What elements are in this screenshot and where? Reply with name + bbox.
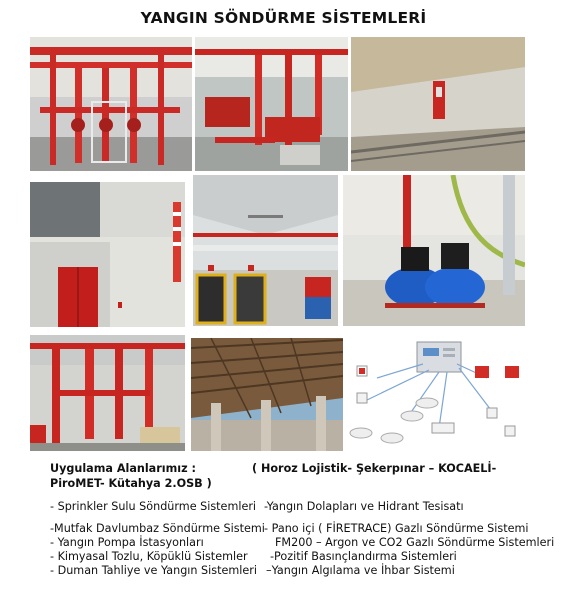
system-item-kitchen-hood: -Mutfak Davlumbaz Söndürme Sistemi xyxy=(50,522,265,535)
system-item-positive-pressure: -Pozitif Basınçlandırma Sistemleri xyxy=(270,550,457,563)
page-title: YANGIN SÖNDÜRME SİSTEMLERİ xyxy=(140,9,427,27)
photo-wall-fire-cabinet xyxy=(351,37,525,171)
system-item-sprinkler: - Sprinkler Sulu Söndürme Sistemleri xyxy=(50,500,257,513)
applications-label: Uygulama Alanlarımız : xyxy=(50,462,196,475)
photo-red-fire-door xyxy=(30,182,185,327)
photo-blue-compressors xyxy=(343,175,525,326)
system-item-fire-alarm: –Yangın Algılama ve İhbar Sistemi xyxy=(266,564,455,577)
applications-sites-line1: ( Horoz Lojistik- Şekerpınar – KOCAELİ- xyxy=(252,462,497,475)
system-item-fire-cabinets: -Yangın Dolapları ve Hidrant Tesisatı xyxy=(264,500,464,513)
system-item-pump-stations: - Yangın Pompa İstasyonları xyxy=(50,536,204,549)
system-item-chemical-powder: - Kimyasal Tozlu, Köpüklü Sistemler xyxy=(50,550,248,563)
photo-fire-alarm-diagram xyxy=(347,338,525,451)
applications-sites-line2: PiroMET- Kütahya 2.OSB ) xyxy=(50,477,212,490)
photo-pipe-risers xyxy=(30,335,185,451)
system-item-firetrace: - Pano içi ( FİRETRACE) Gazlı Söndürme Sistemi xyxy=(264,522,529,535)
system-item-smoke-exhaust: - Duman Tahliye ve Yangın Sistemleri xyxy=(50,564,257,577)
system-item-fm200-gas: FM200 – Argon ve CO2 Gazlı Söndürme Sistemleri xyxy=(275,536,555,549)
photo-warehouse-interior xyxy=(193,175,338,326)
photo-fire-pump-room xyxy=(195,37,348,171)
photo-steel-roof-structure xyxy=(191,338,343,451)
photo-sprinkler-valve-station xyxy=(30,37,192,171)
